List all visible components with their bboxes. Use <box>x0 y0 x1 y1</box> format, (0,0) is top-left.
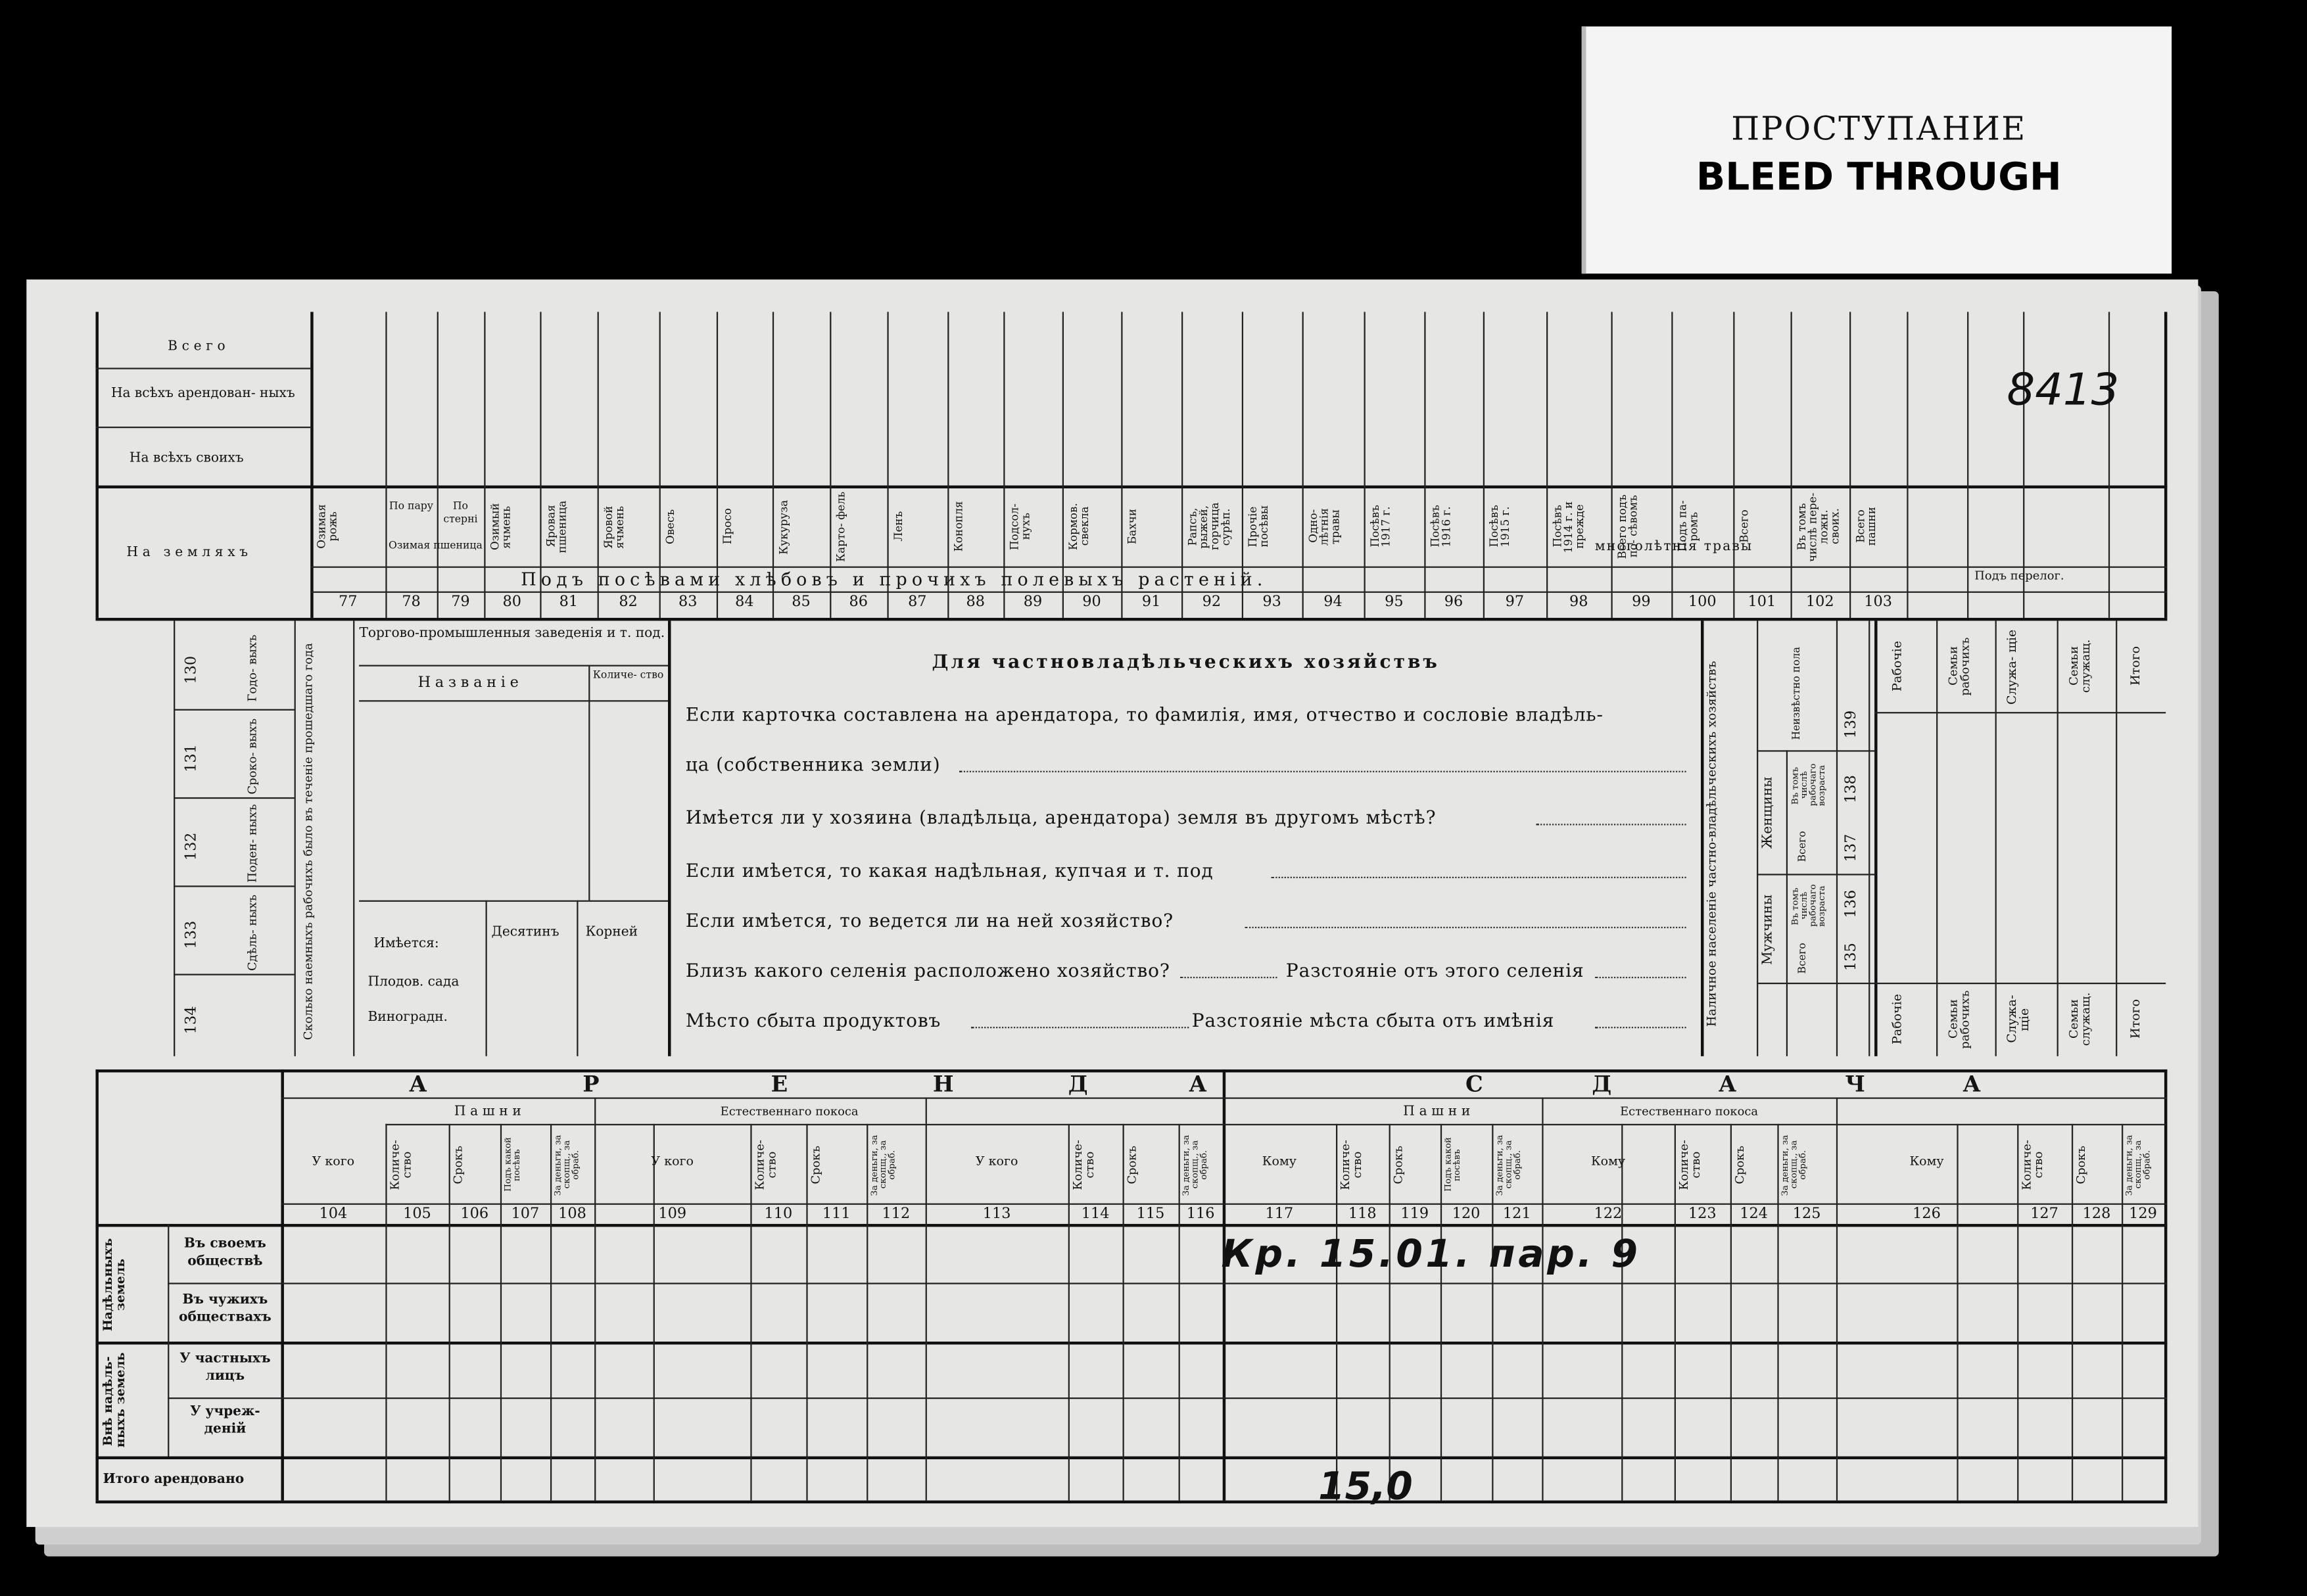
top-right-border <box>2164 312 2167 617</box>
arenda-letter: Д <box>1068 1071 1088 1098</box>
hired-header-term: Сроко- выхъ <box>245 718 259 795</box>
arenda-pashni-end <box>594 1097 596 1123</box>
bottom-col-header: За деньги, за скопщ., за обраб. <box>553 1134 581 1196</box>
top-row-rule-2 <box>95 427 310 428</box>
question-5b: Разстояніе отъ этого селенія <box>1285 959 1584 981</box>
bottom-col-header: Количе- ство <box>2020 1140 2045 1190</box>
pop-num-139: 139 <box>1843 709 1860 738</box>
bottom-col-rule <box>2017 1124 2018 1501</box>
hired-num-134: 134 <box>183 1005 201 1034</box>
top-col-rule <box>1907 312 1908 617</box>
handwritten-total: 15,0 <box>1318 1465 1413 1510</box>
bottom-col-rule <box>1836 1124 1838 1501</box>
bottom-col-number: 123 <box>1688 1206 1717 1223</box>
bottom-col-header: Срокъ <box>809 1146 822 1185</box>
crop-header: Яровая пшеница <box>544 500 569 553</box>
mid-right-a <box>1874 621 1877 1056</box>
sdacha-letter: С <box>1465 1071 1483 1098</box>
col-number: 100 <box>1688 594 1717 611</box>
question-2: Имѣется ли у хозяина (владѣльца, арендатора) земля въ другомъ мѣстѣ? <box>685 806 1437 828</box>
crop-header: Посѣвъ 1915 г. <box>1487 505 1512 548</box>
answer-line-6b <box>1595 1027 1686 1028</box>
bottom-bottom-border <box>95 1501 2167 1503</box>
bottom-col-header: Количе- ство <box>753 1140 778 1190</box>
bottom-col-number: 106 <box>460 1206 489 1223</box>
bottom-col-rule <box>1777 1124 1778 1501</box>
pop-row-2 <box>1757 874 1874 875</box>
crop-header: Просо <box>721 508 734 545</box>
arenda-group-rule <box>385 1124 2166 1125</box>
bottom-title-rule <box>281 1097 2167 1098</box>
top-col-rule <box>2108 312 2110 617</box>
top-col-rule <box>385 312 387 617</box>
census-form-sheet <box>26 279 2198 1527</box>
bottom-col-header: Кому <box>1262 1154 1296 1170</box>
bottom-col-rule <box>1389 1124 1391 1501</box>
bottom-col-header: За деньги, за скопщ., за обраб. <box>1494 1134 1523 1196</box>
bottom-col-rule <box>1730 1124 1732 1501</box>
col-number: 102 <box>1805 594 1834 611</box>
sdacha-letter: А <box>1718 1071 1737 1098</box>
bottom-col-rule <box>1179 1124 1180 1501</box>
top-col-rule <box>1302 312 1304 617</box>
desyatin-label: Десятинъ <box>491 925 559 941</box>
col-number: 89 <box>1023 594 1043 611</box>
bottom-col-number: 119 <box>1400 1206 1429 1223</box>
hired-side-text: Сколько наемныхъ рабочихъ было въ теченіе прошедшаго года <box>301 643 315 1041</box>
hired-header-yearly: Годо- выхъ <box>245 634 259 702</box>
hired-num-130: 130 <box>183 655 201 684</box>
col-number: 99 <box>1632 594 1651 611</box>
crop-header: По пару <box>389 500 434 512</box>
top-col-rule <box>1424 312 1425 617</box>
col-number: 80 <box>502 594 522 611</box>
col-number: 95 <box>1385 594 1404 611</box>
arenda-pokos: Естественнаго покоса <box>720 1104 859 1118</box>
has-top-rule <box>359 901 668 902</box>
bottom-col-header: Кому <box>1590 1154 1626 1170</box>
pop-women: Женщины <box>1761 777 1776 850</box>
mid-right-b <box>1936 621 1938 1056</box>
bottom-right-border <box>2164 1069 2167 1501</box>
col-number: 78 <box>402 594 421 611</box>
trade-header-rule <box>359 665 668 667</box>
bottom-total-rule <box>95 1457 2167 1459</box>
bottom-col-number: 110 <box>764 1206 793 1223</box>
banner-top-rule <box>310 567 2167 568</box>
row-total-rented: Итого арендовано <box>103 1472 245 1488</box>
bottom-col-header: Количе- ство <box>1071 1140 1097 1190</box>
top-col-rule <box>1849 312 1851 617</box>
bottom-col-number: 108 <box>558 1206 586 1223</box>
col-number: 77 <box>338 594 358 611</box>
sdacha-letter: Ч <box>1845 1071 1865 1098</box>
bottom-col-rule <box>385 1124 387 1501</box>
population-side: Наличное населеніе частно-владѣльческихъ хозяйствъ <box>1705 661 1721 1027</box>
bottom-header-rule <box>95 1224 2167 1227</box>
pop-num-136: 136 <box>1843 889 1860 918</box>
arenda-letter: А <box>409 1071 427 1098</box>
pop-sub-women-work: Въ томъ числѣ рабочаго возраста <box>1790 764 1828 807</box>
pop-sub-unknown: Неизвѣстно пола <box>1790 646 1803 739</box>
bottom-col-header: Срокъ <box>452 1146 465 1185</box>
has-label: Имѣется: <box>373 937 439 952</box>
crop-header: Кукуруза <box>776 499 790 554</box>
row-private: У частныхъ лицъ <box>179 1351 271 1384</box>
crop-header: Всего пашни <box>1853 507 1878 546</box>
group-nadel: Надѣльныхъ земель <box>101 1237 129 1331</box>
right-top-workers: Рабочіе <box>1890 641 1906 692</box>
orchards-label: Плодов. сада <box>368 975 460 991</box>
crop-header: Конопля <box>951 501 966 552</box>
crop-header: Карто- фель <box>834 491 848 562</box>
crop-header: Бахчи <box>1125 509 1139 545</box>
bottom-col-rule <box>2122 1124 2123 1501</box>
col-number: 93 <box>1262 594 1281 611</box>
crop-header: Овесъ <box>663 509 677 544</box>
trade-subheader-rule <box>359 700 668 701</box>
bottom-col-header: У кого <box>651 1154 694 1170</box>
crop-header: Подъ па- ромъ <box>1675 501 1700 553</box>
top-col-rule <box>1733 312 1734 617</box>
answer-line-2 <box>1536 824 1686 825</box>
bottom-col-number: 121 <box>1502 1206 1531 1223</box>
hired-header-piece: Сдѣль- ныхъ <box>245 894 259 971</box>
has-col-b <box>577 901 578 1056</box>
mid-pop-b <box>1786 750 1788 1056</box>
bottom-col-header: У кого <box>312 1154 355 1170</box>
bottom-col-number: 117 <box>1265 1206 1294 1223</box>
answer-line-4 <box>1245 927 1686 928</box>
col-number: 79 <box>451 594 470 611</box>
arenda-pashni: Пашни <box>454 1104 526 1120</box>
crop-header: Рапсъ, рыжей, горчица сурѣп. <box>1185 502 1233 551</box>
col-number: 87 <box>908 594 927 611</box>
bottom-col-rule <box>500 1124 502 1501</box>
question-3: Если имѣется, то какая надѣльная, купчая и т. под <box>685 858 1214 881</box>
col-number: 85 <box>792 594 811 611</box>
sdacha-letter: А <box>1962 1071 1981 1098</box>
top-row-rule-3 <box>95 486 2167 488</box>
col-number: 84 <box>735 594 754 611</box>
bottom-col-number: 112 <box>882 1206 911 1223</box>
top-left-border <box>95 312 98 617</box>
arenda-sdacha-sep <box>1223 1069 1225 1501</box>
top-col-rule <box>1791 312 1792 617</box>
bottom-row-rule-1 <box>168 1282 2167 1284</box>
bottom-col-header: Количе- ство <box>388 1140 414 1190</box>
pop-num-138: 138 <box>1843 774 1860 803</box>
bottom-col-number: 125 <box>1792 1206 1821 1223</box>
row-own-society: Въ своемъ обществѣ <box>183 1237 266 1270</box>
bottom-col-number: 114 <box>1081 1206 1110 1223</box>
mid-form-left <box>668 621 671 1056</box>
col-number: 91 <box>1141 594 1161 611</box>
bottom-col-header: Количе- ство <box>1339 1140 1364 1190</box>
crop-header: Прочіе посѣвы <box>1246 505 1271 548</box>
crop-header-wheat: Озимая пшеница <box>389 540 483 552</box>
right-top-employee-families: Семьи служащ. <box>2067 640 2093 693</box>
top-col-rule <box>1546 312 1548 617</box>
bottom-col-header: Срокъ <box>2074 1146 2088 1185</box>
right-bottom-worker-families: Семьи рабочихъ <box>1946 990 1972 1049</box>
mid-side-right <box>353 621 354 1056</box>
bottom-col-header: Подъ какой посѣвъ <box>1443 1138 1463 1192</box>
bottom-col-rule <box>1957 1124 1958 1501</box>
answer-line-1 <box>959 771 1686 772</box>
mid-form-right <box>1701 621 1703 1056</box>
bottom-col-rule <box>654 1124 655 1501</box>
bleed-through-label-card <box>1582 26 2172 273</box>
mid-right-d <box>2057 621 2058 1056</box>
row-institutions: У учреж- деній <box>190 1405 260 1438</box>
right-bottom-employees: Служа- щіе <box>2005 995 2033 1044</box>
bottom-num-rule <box>281 1204 2167 1205</box>
mid-pop-a <box>1757 621 1758 1056</box>
mid-right-mid-rule <box>1874 712 2166 713</box>
bottom-col-header: Срокъ <box>1733 1146 1747 1185</box>
hired-row-1 <box>174 709 295 711</box>
crop-header: Въ томъ числѣ пере- ложн. своих. <box>1795 492 1842 561</box>
right-top-worker-families: Семьи рабочихъ <box>1946 637 1972 696</box>
pop-sub-women-total: Всего <box>1796 830 1809 862</box>
sdacha-pashni: Пашни <box>1403 1104 1475 1120</box>
bottom-group-col <box>168 1224 169 1457</box>
row-label-lands: На земляхъ <box>126 546 252 561</box>
col-number: 103 <box>1864 594 1893 611</box>
top-bottom-border <box>95 618 2167 621</box>
bottom-col-number: 111 <box>822 1206 851 1223</box>
perelog-label: Подъ перелог. <box>1974 569 2064 583</box>
bottom-col-header: Количе- ство <box>1677 1140 1703 1190</box>
hired-num-131: 131 <box>183 743 201 772</box>
arenda-letter: Р <box>583 1071 600 1098</box>
col-number: 86 <box>849 594 868 611</box>
crop-header: Посѣвъ 1917 г. <box>1368 505 1393 548</box>
top-label-sep <box>310 312 313 617</box>
crop-header: По стерні <box>443 500 478 525</box>
answer-line-5b <box>1595 977 1686 978</box>
col-number: 98 <box>1569 594 1588 611</box>
answer-line-5a <box>1180 977 1277 978</box>
col-number: 82 <box>619 594 638 611</box>
pop-row-1 <box>1757 750 1874 751</box>
question-6b: Разстояніе мѣста сбыта отъ имѣнія <box>1191 1009 1555 1031</box>
bottom-col-header: Кому <box>1909 1154 1944 1170</box>
bottom-col-rule <box>1440 1124 1442 1501</box>
mid-hired-left <box>174 621 175 1056</box>
mid-right-c <box>1995 621 1997 1056</box>
bottom-col-rule <box>806 1124 807 1501</box>
arenda-letter: Е <box>771 1071 788 1098</box>
bottom-col-number: 107 <box>511 1206 540 1223</box>
bottom-col-header: За деньги, за скопщ., за обраб. <box>869 1134 898 1196</box>
bottom-col-rule <box>1542 1124 1543 1501</box>
bottom-col-number: 127 <box>2030 1206 2058 1223</box>
bottom-left-border <box>95 1069 98 1501</box>
bottom-col-number: 105 <box>403 1206 431 1223</box>
question-1-cont: ца (собственника земли) <box>685 753 941 776</box>
trade-name-header: Названіе <box>417 675 523 692</box>
right-top-total: Итого <box>2129 646 2144 686</box>
crop-header: Посѣвъ 1914 г. и прежде <box>1550 500 1586 553</box>
trade-title: Торгово-промышленныя заведенія и т. под. <box>359 626 665 642</box>
col-number: 97 <box>1505 594 1525 611</box>
crop-header: Посѣвъ 1916 г. <box>1429 505 1453 548</box>
crop-header: Всего подъ по- сѣвомъ <box>1615 494 1640 559</box>
question-6: Мѣсто сбыта продуктовъ <box>685 1009 941 1031</box>
banner-text: Подъ посѣвами хлѣбовъ и прочихъ полевыхъ растеній. <box>521 569 1268 590</box>
bottom-col-rule <box>1336 1124 1337 1501</box>
right-top-employees: Служа- щіе <box>2005 628 2020 704</box>
crop-header: Всего <box>1737 509 1751 544</box>
label-title-en: BLEED THROUGH <box>1696 156 2062 200</box>
bottom-col-rule <box>867 1124 868 1501</box>
bottom-col-rule <box>1123 1124 1124 1501</box>
bottom-col-number: 124 <box>1740 1206 1768 1223</box>
bottom-col-rule <box>550 1124 552 1501</box>
crop-header: Озимый ячмень <box>488 503 513 551</box>
col-number: 94 <box>1323 594 1343 611</box>
bottom-col-header: Срокъ <box>1392 1146 1406 1185</box>
sdacha-pokos-end <box>1836 1097 1838 1123</box>
group-vne: Внѣ надѣль- ныхъ земель <box>101 1353 129 1448</box>
question-5: Близъ какого селенія расположено хозяйство? <box>685 959 1170 981</box>
bottom-col-header: Срокъ <box>1125 1146 1139 1185</box>
bottom-col-header: За деньги, за скопщ., за обраб. <box>2124 1134 2153 1196</box>
row-other-society: Въ чужихъ обществахъ <box>179 1293 272 1326</box>
bottom-group-rule <box>95 1342 2167 1344</box>
bottom-col-rule <box>1492 1124 1493 1501</box>
right-bottom-workers: Рабочіе <box>1890 994 1906 1045</box>
handwritten-entry: Кр. 15.01. пар. 9 <box>1221 1232 1641 1277</box>
bottom-col-rule <box>1675 1124 1676 1501</box>
bottom-row-rule-3 <box>168 1397 2167 1399</box>
mid-right-e <box>2116 621 2117 1056</box>
answer-line-3 <box>1272 877 1686 878</box>
top-col-rule <box>1483 312 1485 617</box>
arenda-letter: Н <box>932 1071 954 1098</box>
question-4: Если имѣется, то ведется ли на ней хозяйство? <box>685 909 1174 931</box>
arenda-letter: А <box>1189 1071 1207 1098</box>
trade-qty-header: Количе- ство <box>592 669 664 682</box>
mid-hired-right <box>295 621 296 1056</box>
crop-header: Яровой ячмень <box>602 505 627 548</box>
col-number: 101 <box>1748 594 1776 611</box>
top-row-rule-1 <box>95 367 310 369</box>
kornei-label: Корней <box>585 925 638 941</box>
has-col-a <box>486 901 487 1056</box>
top-col-rule <box>1611 312 1613 617</box>
bottom-col-header: За деньги, за скопщ., за обраб. <box>1181 1134 1210 1196</box>
hired-num-132: 132 <box>183 832 201 860</box>
vineyards-label: Виноградн. <box>368 1010 448 1025</box>
archive-number: 8413 <box>2007 364 2120 417</box>
col-number: 81 <box>559 594 579 611</box>
right-bottom-employee-families: Семьи служащ. <box>2067 993 2093 1046</box>
hired-row-4 <box>174 974 295 975</box>
top-col-rule <box>1671 312 1673 617</box>
top-col-rule <box>437 312 439 617</box>
bottom-col-header: Подъ какой посѣвъ <box>503 1138 523 1192</box>
bottom-col-number: 128 <box>2082 1206 2111 1223</box>
col-number: 92 <box>1202 594 1222 611</box>
top-col-rule <box>1967 312 1968 617</box>
pop-sub-men-total: Всего <box>1796 942 1809 974</box>
crop-header: Одно- лѣтнія травы <box>1306 507 1342 546</box>
bottom-col-number: 115 <box>1136 1206 1165 1223</box>
mid-pop-c <box>1836 621 1838 1056</box>
bottom-label-sep <box>281 1069 283 1501</box>
question-1: Если карточка составлена на арендатора, то фамилія, имя, отчество и сословіе владѣль- <box>685 703 1604 726</box>
bottom-col-rule <box>750 1124 751 1501</box>
pop-num-137: 137 <box>1843 833 1860 862</box>
hired-row-2 <box>174 797 295 799</box>
crop-header: Подсол- нухъ <box>1007 503 1032 550</box>
bottom-col-number: 122 <box>1594 1206 1623 1223</box>
bottom-col-rule <box>449 1124 450 1501</box>
col-number: 96 <box>1444 594 1463 611</box>
bottom-col-number: 104 <box>319 1206 348 1223</box>
bottom-col-number: 113 <box>982 1206 1011 1223</box>
mid-right-low-rule <box>1874 983 2166 984</box>
col-number: 88 <box>966 594 985 611</box>
sdacha-pokos: Естественнаго покоса <box>1620 1104 1759 1118</box>
row-label-total: Всего <box>168 339 230 355</box>
crop-header: Озимая рожь <box>314 504 339 550</box>
label-title-ru: ПРОСТУПАНИЕ <box>1731 112 2027 149</box>
bottom-col-number: 109 <box>658 1206 687 1223</box>
hired-row-3 <box>174 885 295 887</box>
pop-row-3 <box>1757 983 1874 984</box>
mid-pop-d <box>1868 621 1870 1056</box>
top-col-rule <box>1364 312 1366 617</box>
row-label-own: На всѣхъ своихъ <box>129 452 244 467</box>
arenda-pokos-end <box>926 1097 927 1123</box>
pop-men: Мужчины <box>1761 894 1776 965</box>
bottom-col-number: 129 <box>2129 1206 2157 1223</box>
bottom-col-number: 118 <box>1348 1206 1377 1223</box>
bottom-col-header: За деньги, за скопщ., за обраб. <box>1780 1134 1809 1196</box>
bottom-col-rule <box>1621 1124 1623 1501</box>
bottom-col-rule <box>1068 1124 1070 1501</box>
crop-header: Кормов. свекла <box>1066 503 1091 551</box>
sdacha-letter: Д <box>1592 1071 1612 1098</box>
bottom-col-number: 116 <box>1186 1206 1215 1223</box>
bottom-col-header: У кого <box>975 1154 1018 1170</box>
right-bottom-total: Итого <box>2129 999 2144 1039</box>
bottom-col-rule <box>2072 1124 2073 1501</box>
section-title: Для частновладѣльческихъ хозяйствъ <box>932 650 1440 672</box>
bottom-col-rule <box>594 1124 596 1501</box>
banner-bottom-rule <box>310 592 2167 593</box>
col-number: 83 <box>678 594 698 611</box>
col-number: 90 <box>1082 594 1101 611</box>
row-label-rented: На всѣхъ арендован- ныхъ <box>110 387 295 402</box>
pop-sub-men-work: Въ томъ числѣ рабочаго возраста <box>1790 885 1828 927</box>
crop-header: Ленъ <box>892 511 905 542</box>
hired-num-133: 133 <box>183 920 201 949</box>
bottom-col-number: 126 <box>1913 1206 1941 1223</box>
top-col-rule <box>484 312 485 617</box>
hired-header-daily: Поден- ныхъ <box>245 804 259 883</box>
pop-num-135: 135 <box>1843 942 1860 970</box>
answer-line-6a <box>971 1027 1189 1028</box>
mnogolet-label: многолѣтнія травы <box>1594 540 1753 555</box>
bottom-col-number: 120 <box>1452 1206 1481 1223</box>
bottom-col-rule <box>926 1124 927 1501</box>
